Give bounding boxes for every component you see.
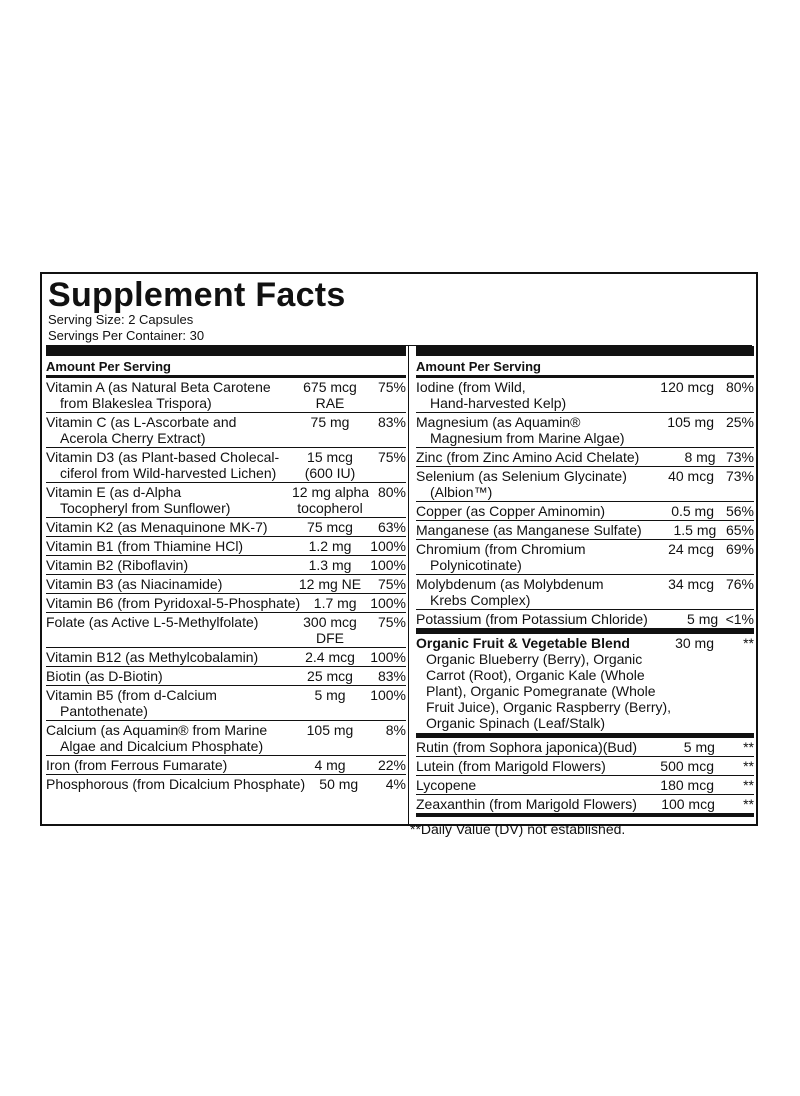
nutrient-amount (300, 595, 370, 611)
nutrient-dv: 100% (370, 595, 406, 611)
nutrient-amount (292, 484, 368, 516)
nutrient-dv: 69% (725, 541, 754, 557)
nutrient-name-line: Acerola Cherry Extract) (60, 430, 206, 446)
nutrient-name (416, 541, 634, 573)
nutrient-amount (292, 519, 368, 535)
nutrient-row (416, 610, 754, 634)
nutrient-row (416, 448, 754, 467)
nutrient-name-line: Vitamin C (as L-Ascorbate and (46, 414, 237, 430)
nutrient-dv: 83% (377, 414, 406, 430)
nutrient-name-line: Vitamin B5 (from d-Calcium (46, 687, 217, 703)
extra-name-line: Lycopene (416, 777, 477, 793)
nutrient-name-line: Hand-harvested Kelp) (430, 395, 567, 411)
panel-title: Supplement Facts (48, 276, 346, 314)
nutrient-dv: 100% (370, 538, 406, 554)
extra-row (416, 795, 754, 813)
nutrient-amount (292, 379, 368, 411)
extra-name (416, 739, 637, 755)
nutrient-row (416, 521, 754, 540)
blend-ingredient-line: Plant), Organic Pomegranate (Whole (426, 683, 656, 699)
nutrient-name-line: (Albion™) (430, 484, 493, 500)
nutrient-name-line: Biotin (as D-Biotin) (46, 668, 163, 684)
nutrient-name-line: Phosphorous (from Dicalcium Phosphate) (46, 776, 306, 792)
blend-ingredient-line: Organic Spinach (Leaf/Stalk) (426, 715, 605, 731)
nutrient-dv: 76% (725, 576, 754, 592)
nutrient-name (416, 522, 642, 538)
extra-name (416, 796, 637, 812)
nutrient-row (46, 537, 406, 556)
nutrient-name-line: Vitamin B3 (as Niacinamide) (46, 576, 223, 592)
nutrient-amount (292, 687, 368, 703)
nutrient-row (46, 667, 406, 686)
nutrient-row (46, 448, 406, 483)
blend-ingredient-line: Carrot (Root), Organic Kale (Whole (426, 667, 645, 683)
nutrient-amount (292, 557, 368, 573)
nutrient-name-line: Copper (as Copper Aminomin) (416, 503, 606, 519)
fruit-veg-blend (416, 634, 754, 738)
nutrient-dv: <1% (725, 611, 754, 627)
nutrient-dv: 75% (377, 449, 406, 465)
extra-row (416, 776, 754, 795)
nutrient-dv: 65% (725, 522, 754, 538)
extra-dv: ** (743, 739, 754, 755)
nutrient-amount-line: 1.3 mg (308, 557, 352, 573)
extra-row (416, 738, 754, 757)
nutrient-row (46, 556, 406, 575)
nutrient-name (416, 576, 634, 608)
nutrient-name (416, 414, 634, 446)
nutrient-name (416, 379, 634, 411)
supplement-facts-panel (40, 272, 758, 837)
nutrient-name (46, 379, 292, 411)
nutrient-name (46, 757, 292, 773)
nutrient-name-line: Vitamin B12 (as Methylcobalamin) (46, 649, 259, 665)
extra-amount: 5 mg (683, 739, 715, 755)
extra-name (416, 777, 634, 793)
nutrient-row (46, 686, 406, 721)
nutrient-name-line: Molybdenum (as Molybdenum (416, 576, 604, 592)
nutrient-name-line: Magnesium from Marine Algae) (430, 430, 625, 446)
nutrient-name (416, 503, 634, 519)
nutrient-name-line: Krebs Complex) (430, 592, 531, 608)
nutrient-name (46, 557, 292, 573)
nutrient-name-line: Vitamin E (as d-Alpha (46, 484, 182, 500)
blend-name: Organic Fruit & Vegetable Blend (416, 635, 630, 651)
nutrient-amount-line: 25 mcg (307, 668, 353, 684)
nutrient-amount-line: 4 mg (314, 757, 346, 773)
nutrient-row (46, 594, 406, 613)
nutrient-name (46, 649, 292, 665)
nutrient-row (46, 413, 406, 448)
nutrient-amount (292, 614, 368, 646)
nutrient-name-line: Magnesium (as Aquamin® (416, 414, 581, 430)
nutrient-amount: 0.5 mg (671, 503, 714, 519)
extra-name-line: Lutein (from Marigold Flowers) (416, 758, 606, 774)
left-rows (46, 378, 406, 793)
nutrient-name-line: Algae and Dicalcium Phosphate) (60, 738, 264, 754)
left-column (46, 346, 406, 793)
nutrient-amount-line: tocopherol (297, 500, 363, 516)
nutrient-row (416, 413, 754, 448)
nutrient-row (46, 613, 406, 648)
extra-name (416, 758, 634, 774)
nutrient-row (416, 378, 754, 413)
nutrient-amount-line: 300 mcg (303, 614, 357, 630)
nutrient-name-line: Folate (as Active L-5-Methylfolate) (46, 614, 259, 630)
nutrient-name-line: Vitamin B2 (Riboflavin) (46, 557, 189, 573)
nutrient-amount (292, 757, 368, 773)
right-rows (416, 378, 754, 634)
nutrient-amount-line: 12 mg NE (298, 576, 362, 592)
nutrient-dv: 80% (377, 484, 406, 500)
nutrient-dv: 73% (725, 449, 754, 465)
nutrient-name-line: Vitamin K2 (as Menaquinone MK-7) (46, 519, 268, 535)
nutrient-amount: 1.5 mg (673, 522, 717, 538)
servings-per-container: Servings Per Container: 30 (48, 328, 205, 343)
extra-dv: ** (743, 796, 754, 812)
nutrient-name-line: Vitamin B1 (from Thiamine HCl) (46, 538, 244, 554)
nutrient-dv: 83% (377, 668, 406, 684)
left-amount-header: Amount Per Serving (46, 356, 406, 378)
nutrient-dv: 4% (385, 776, 406, 792)
nutrient-name (46, 776, 305, 792)
nutrient-dv: 100% (370, 649, 406, 665)
nutrient-row (46, 756, 406, 775)
extra-name-line: Rutin (from Sophora japonica)(Bud) (416, 739, 637, 755)
nutrient-dv: 75% (377, 379, 406, 395)
nutrient-name (46, 484, 292, 516)
nutrient-amount-line: 2.4 mcg (305, 649, 355, 665)
serving-size: Serving Size: 2 Capsules (48, 312, 194, 327)
nutrient-amount (305, 776, 372, 792)
nutrient-name (46, 519, 292, 535)
blend-ingredient-line: Fruit Juice), Organic Raspberry (Berry), (426, 699, 672, 715)
nutrient-amount-line: 675 mcg (303, 379, 357, 395)
nutrient-name (46, 576, 292, 592)
right-amount-header: Amount Per Serving (416, 356, 754, 378)
nutrient-row (416, 575, 754, 610)
nutrient-row (416, 540, 754, 575)
nutrient-amount (292, 722, 368, 738)
nutrient-name (46, 595, 300, 611)
nutrient-dv: 8% (385, 722, 406, 738)
nutrient-row (416, 467, 754, 502)
nutrient-amount: 105 mg (667, 414, 714, 430)
nutrient-dv: 75% (377, 576, 406, 592)
nutrient-name (46, 722, 292, 754)
nutrient-row (46, 575, 406, 594)
nutrient-amount-line: DFE (316, 630, 344, 646)
nutrient-amount: 120 mcg (660, 379, 714, 395)
extra-amount: 180 mcg (660, 777, 714, 793)
nutrient-name-line: ciferol from Wild-harvested Lichen) (60, 465, 277, 481)
nutrient-dv: 25% (725, 414, 754, 430)
nutrient-amount-line: 1.7 mg (313, 595, 357, 611)
nutrient-amount: 40 mcg (668, 468, 714, 484)
nutrient-row (46, 775, 406, 793)
nutrient-amount-line: 12 mg alpha (292, 484, 370, 500)
nutrient-name-line: Iodine (from Wild, (416, 379, 526, 395)
right-top-bar (416, 346, 754, 356)
nutrient-row (46, 518, 406, 537)
nutrient-name (46, 414, 292, 446)
nutrient-name (416, 449, 639, 465)
nutrient-amount: 8 mg (684, 449, 716, 465)
nutrient-name-line: Pantothenate) (60, 703, 148, 719)
nutrient-dv: 100% (370, 557, 406, 573)
nutrient-amount (292, 538, 368, 554)
nutrient-amount (292, 668, 368, 684)
nutrient-name-line: Vitamin A (as Natural Beta Carotene (46, 379, 271, 395)
nutrient-dv: 63% (377, 519, 406, 535)
nutrient-row (46, 378, 406, 413)
nutrient-name-line: Vitamin D3 (as Plant-based Cholecal- (46, 449, 280, 465)
extra-dv: ** (743, 758, 754, 774)
nutrient-amount-line: (600 IU) (304, 465, 356, 481)
nutrient-dv: 75% (377, 614, 406, 630)
nutrient-name (46, 614, 292, 630)
nutrient-amount-line: 105 mg (306, 722, 354, 738)
nutrient-row (46, 483, 406, 518)
nutrient-amount (292, 576, 368, 592)
nutrient-name (46, 687, 292, 719)
nutrient-amount-line: 15 mcg (307, 449, 353, 465)
blend-dv: ** (743, 635, 754, 651)
nutrient-row (46, 721, 406, 756)
footnote: **Daily Value (DV) not established. (410, 821, 626, 837)
nutrient-name-line: Selenium (as Selenium Glycinate) (416, 468, 627, 484)
nutrient-name-line: Calcium (as Aquamin® from Marine (46, 722, 268, 738)
nutrient-name-line: Chromium (from Chromium (416, 541, 586, 557)
nutrient-name (46, 538, 292, 554)
blend-amount: 30 mg (675, 635, 714, 651)
blend-ingredients (416, 651, 754, 734)
nutrient-name (46, 449, 292, 481)
extra-rows (416, 738, 754, 817)
nutrient-amount: 34 mcg (668, 576, 714, 592)
nutrient-amount-line: 5 mg (314, 687, 346, 703)
nutrient-amount-line: 50 mg (319, 776, 359, 792)
nutrient-dv: 73% (725, 468, 754, 484)
nutrient-name (46, 668, 292, 684)
nutrient-dv: 100% (370, 687, 406, 703)
nutrient-name (416, 611, 648, 627)
extra-name-line: Zeaxanthin (from Marigold Flowers) (416, 796, 637, 812)
nutrient-amount (292, 414, 368, 430)
column-divider (408, 346, 409, 824)
nutrient-amount-line: 1.2 mg (308, 538, 352, 554)
nutrient-amount (292, 449, 368, 481)
nutrient-name (416, 468, 634, 500)
nutrient-row (416, 502, 754, 521)
right-column (410, 346, 754, 837)
nutrient-amount-line: 75 mg (310, 414, 350, 430)
nutrient-name-line: from Blakeslea Trispora) (60, 395, 212, 411)
nutrient-name-line: Potassium (from Potassium Chloride) (416, 611, 648, 627)
nutrient-amount (292, 649, 368, 665)
nutrient-name-line: Polynicotinate) (430, 557, 522, 573)
blend-ingredient-line: Organic Blueberry (Berry), Organic (426, 651, 643, 667)
left-top-bar (46, 346, 406, 356)
nutrient-row (46, 648, 406, 667)
extra-amount: 100 mcg (661, 796, 715, 812)
nutrient-name-line: Iron (from Ferrous Fumarate) (46, 757, 228, 773)
nutrient-amount-line: RAE (315, 395, 345, 411)
nutrient-amount-line: 75 mcg (307, 519, 353, 535)
nutrient-dv: 80% (725, 379, 754, 395)
extra-amount: 500 mcg (660, 758, 714, 774)
nutrient-name-line: Manganese (as Manganese Sulfate) (416, 522, 642, 538)
nutrient-dv: 56% (725, 503, 754, 519)
extra-row (416, 757, 754, 776)
nutrient-amount: 24 mcg (668, 541, 714, 557)
nutrient-name-line: Tocopheryl from Sunflower) (60, 500, 231, 516)
nutrient-name-line: Vitamin B6 (from Pyridoxal-5-Phosphate) (46, 595, 301, 611)
nutrient-name-line: Zinc (from Zinc Amino Acid Chelate) (416, 449, 640, 465)
nutrient-dv: 22% (377, 757, 406, 773)
extra-dv: ** (743, 777, 754, 793)
nutrient-amount: 5 mg (687, 611, 719, 627)
